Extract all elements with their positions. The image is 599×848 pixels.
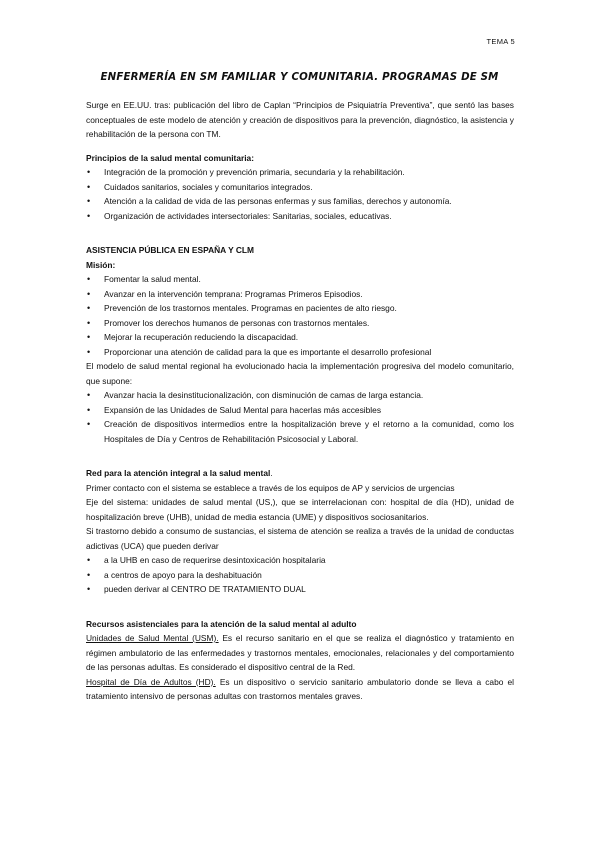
list-item: • a centros de apoyo para la deshabituación — [86, 568, 514, 583]
list-item: • Promover los derechos humanos de personas con trastornos mentales. — [86, 316, 514, 331]
document-body — [86, 98, 514, 704]
list-item: • a la UHB en caso de requerirse desintoxicación hospitalaria — [86, 553, 514, 568]
list-item: • Expansión de las Unidades de Salud Mental para hacerlas más accesibles — [86, 403, 514, 418]
principios-heading: Principios de la salud mental comunitaria: — [86, 152, 255, 163]
hd-text: Es un dispositivo o servicio sanitario ambulatorio donde se lleva a cabo el tratamiento intensivo de personas adultas con trastornos mentales graves. — [86, 676, 514, 701]
modelo-list — [86, 388, 514, 446]
header-tag: TEMA 5 — [486, 37, 515, 46]
red-paragraph-3: Si trastorno debido a consumo de sustancias, el sistema de atención se realiza a través de la unidad de conductas adictivas (UCA) que pueden derivar — [86, 526, 514, 551]
list-item: • Proporcionar una atención de calidad para la que es importante el desarrollo profesional — [86, 345, 514, 360]
document-title: ENFERMERÍA EN SM FAMILIAR Y COMUNITARIA. PROGRAMAS DE SM — [100, 72, 499, 83]
red-heading-suffix: . — [270, 468, 273, 478]
list-item: • Prevención de los trastornos mentales. Programas en pacientes de alto riesgo. — [86, 301, 514, 316]
list-item: • Mejorar la recuperación reduciendo la discapacidad. — [86, 330, 514, 345]
list-item: • Avanzar hacia la desinstitucionalización, con disminución de camas de larga estancia. — [86, 388, 514, 403]
red-paragraph-2: Eje del sistema: unidades de salud mental (US,), que se interrelacionan con: hospital de día (HD), unidad de hospitalización breve (UHB), unidad de media estancia (UME) y dispositivos sociosanitarios. — [86, 497, 514, 522]
list-item: • Creación de dispositivos intermedios entre la hospitalización breve y el retorno a la comunidad, como los Hospitales de Día y Centros de Rehabilitación Psicosocial y Laboral. — [86, 417, 514, 446]
list-item: • Organización de actividades intersectoriales: Sanitarias, sociales, educativas. — [86, 209, 514, 224]
mision-list — [86, 272, 514, 359]
mision-heading: Misión: — [86, 259, 116, 270]
principios-list — [86, 165, 514, 223]
list-item: • Atención a la calidad de vida de las personas enfermas y sus familias, derechos y autonomía. — [86, 194, 514, 209]
red-paragraph-1: Primer contacto con el sistema se establece a través de los equipos de AP y servicios de urgencias — [86, 482, 455, 493]
list-item: • Avanzar en la intervención temprana: Programas Primeros Episodios. — [86, 287, 514, 302]
usm-label: Unidades de Salud Mental (USM). — [86, 633, 219, 643]
red-heading: Red para la atención integral a la salud mental — [86, 468, 271, 478]
modelo-paragraph: El modelo de salud mental regional ha evolucionado hacia la implementación progresiva del modelo comunitario, que supone: — [86, 361, 514, 386]
hd-paragraph — [86, 675, 514, 704]
usm-paragraph — [86, 631, 514, 675]
list-item: • Cuidados sanitarios, sociales y comunitarios integrados. — [86, 180, 514, 195]
intro-paragraph: Surge en EE.UU. tras: publicación del libro de Caplan “Principios de Psiquiatría Preventiva”, que sentó las bases conceptuales de este modelo de atención y creación de dispositivos para la prevención, diagnóstico, la asistencia y rehabilitación de la persona con TM. — [86, 100, 514, 139]
asistencia-heading: ASISTENCIA PÚBLICA EN ESPAÑA Y CLM — [86, 245, 254, 255]
hd-label: Hospital de Día de Adultos (HD). — [86, 676, 216, 687]
list-item: • Fomentar la salud mental. — [86, 272, 514, 287]
red-list — [86, 553, 514, 597]
list-item: • pueden derivar al CENTRO DE TRATAMIENTO DUAL — [86, 582, 514, 597]
usm-text: Es el recurso sanitario en el que se realiza el diagnóstico y tratamiento en régimen ambulatorio de las enfermedades y trastornos mentales, emocionales, relacionales y del comportamiento de las personas adultas. Es considerado el dispositivo central de la Red. — [86, 633, 514, 672]
list-item: • Integración de la promoción y prevención primaria, secundaria y la rehabilitación. — [86, 165, 514, 180]
red-heading-line — [86, 466, 514, 481]
recursos-heading: Recursos asistenciales para la atención de la salud mental al adulto — [86, 618, 357, 629]
